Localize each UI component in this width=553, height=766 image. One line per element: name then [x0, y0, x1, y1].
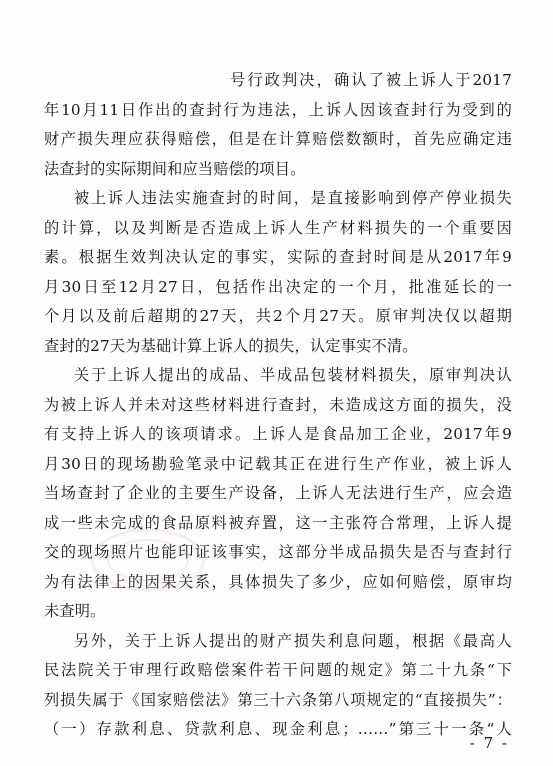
text-line: 未查明。	[44, 602, 106, 620]
text-line: 列损失属于《国家赔偿法》第三十六条第八项规定的“直接损失”：	[44, 690, 512, 709]
page-number: - 7 -	[469, 734, 509, 752]
text-line: 个月以及前后超期的27天，共2个月27天。原审判决仅以超期	[44, 307, 512, 325]
text-line: 为有法律上的因果关系，具体损失了多少，应如何赔偿，原审均	[44, 572, 512, 591]
text-line: 素。根据生效判决认定的事实，实际的查封时间是从2017年9	[44, 248, 512, 266]
text-line: 关于上诉人提出的成品、半成品包装材料损失，原审判决认	[74, 366, 512, 384]
text-line: 年10月11日作出的查封行为违法，上诉人因该查封行为受到的	[44, 100, 512, 119]
document-body	[44, 66, 512, 745]
text-line: （一）存款利息、贷款利息、现金利息；……”第三十一条“人	[44, 720, 512, 738]
text-line: 为被上诉人并未对这些材料进行查封，未造成这方面的损失，没	[44, 395, 512, 414]
text-line: 另外，关于上诉人提出的财产损失利息问题，根据《最高人	[74, 631, 512, 650]
text-line: 的计算，以及判断是否造成上诉人生产材料损失的一个重要因	[44, 218, 512, 237]
text-line: 当场查封了企业的主要生产设备，上诉人无法进行生产，应会造	[44, 484, 512, 502]
text-line: 财产损失理应获得赔偿，但是在计算赔偿数额时，首先应确定违	[44, 130, 512, 148]
text-line: 交的现场照片也能印证该事实，这部分半成品损失是否与查封行	[44, 543, 512, 561]
text-line: 成一些未完成的食品原料被弃置，这一主张符合常理，上诉人提	[44, 513, 512, 532]
text-line: 号行政判决，确认了被上诉人于2017	[230, 71, 512, 89]
text-line: 月30日至12月27日，包括作出决定的一个月，批准延长的一	[44, 277, 512, 296]
text-line: 查封的27天为基础计算上诉人的损失，认定事实不清。	[44, 336, 418, 355]
text-line: 被上诉人违法实施查封的时间，是直接影响到停产停业损失	[74, 189, 512, 207]
text-line: 月30日的现场勘验笔录中记载其正在进行生产作业，被上诉人	[44, 454, 512, 473]
text-line: 有支持上诉人的该项请求。上诉人是食品加工企业，2017年9	[44, 425, 512, 443]
text-line: 法查封的实际期间和应当赔偿的项目。	[44, 159, 306, 178]
text-line: 民法院关于审理行政赔偿案件若干问题的规定》第二十九条“下	[44, 661, 512, 679]
